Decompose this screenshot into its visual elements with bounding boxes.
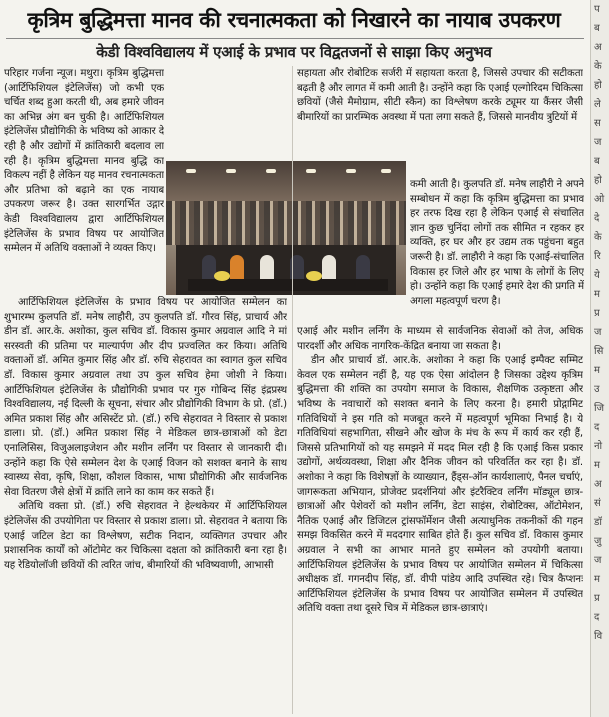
column-1-top [4, 67, 164, 320]
edge-fragment: के [594, 61, 602, 72]
flower-bouquet [306, 271, 322, 281]
edge-fragment: जि [594, 403, 605, 414]
edge-fragment: ओ [594, 194, 605, 205]
edge-fragment: द [594, 422, 600, 433]
column-2-bottom [297, 325, 583, 715]
edge-fragment: प्र [594, 593, 600, 604]
edge-fragment: ब [594, 23, 600, 34]
dais-table [188, 279, 388, 291]
edge-fragment: हो [594, 175, 602, 186]
edge-fragment: वि [594, 631, 603, 642]
edge-fragment: स [594, 118, 601, 129]
edge-fragment: अ [594, 479, 602, 490]
column-2-bottom-b: डीन और प्राचार्य डॉ. आर.के. अशोका ने कहा कि एआई इम्पैक्ट सम्मिट केवल एक सम्मेलन नहीं है, यह एक ऐसा आंदोलन है जिसका उद्देश्य कृत्रिम बुद्धिमत्ता की शक्ति का उपयोग समाज के विकास, शैक्षणिक उत्कृष्टता और भविष्य के नवाचारों को सशक्त बनाने के लिए करना है। हमारी प्रोद्गामिट गतिविधियों ने इस गति को मजबूत करने में महत्वपूर्ण भूमिका निभाई है। ये गतिविधियां सहभागिता, सीखने और खोज के मंच के रूप में कार्य कर रही हैं, जिससे प्रतिभागियों को यह समझने में मदद मिल रही है कि एआई किस प्रकार उद्योगों, अर्थव्यवस्था, शिक्षा और दैनिक जीवन को परिवर्तित कर रहा है। डॉ. अशोका ने कहा कि विशेषज्ञों के व्याख्यान, हैंड्स-ऑन कार्यशालाएं, पैनल चर्चाएं, जागरूकता अभियान, प्रोजेक्ट प्रदर्शनियां और इंटरैक्टिव लर्निंग मॉड्यूल छात्र-छात्राओं और पेशेवरों को मशीन लर्निंग, डेटा साइंस, रोबोटिक्स, ऑटोमेशन, नैतिक एआई और डिजिटल ट्रांसफॉर्मेशन जैसी अत्याधुनिक तकनीकों की गहन समझ विकसित करने में मददगार साबित होते हैं। कुल सचिव डॉ. विकास कुमार अग्रवाल ने सभी का आभार मानते हुए सम्मेलन को उपयोगी बताया। आर्टिफिशियल इंटेलिजेंस के प्रभाव विषय पर आयोजित सम्मेलन में चिकित्सा अधीक्षक डॉ. गगनदीप सिंह, डॉ. वीपी पांडेय आदि उपस्थित रहे। चित्र कैप्शनः आर्टिफिशियल इंटेलिजेंस के प्रभाव विषय पर आयोजित सम्मेलन में उपस्थित अतिथि वक्ता तथा दूसरे चित्र में मेडिकल छात्र-छात्राएं। [297, 355, 583, 615]
ceiling-light [266, 169, 276, 173]
edge-fragment: ज [594, 327, 602, 338]
column-2-bottom-a: एआई और मशीन लर्निंग के माध्यम से सार्वजनिक सेवाओं को तेज, अधिक पारदर्शी और अधिक नागरिक-केंद्रित बनाया जा सकता है। [297, 326, 583, 352]
column-2-right-of-photo [410, 178, 584, 324]
edge-fragment: डॉ [594, 517, 602, 528]
edge-fragment: प्र [594, 308, 600, 319]
column-1-bottom-text: अतिथि वक्ता प्रो. (डॉ.) रुचि सेहरावत ने हेल्थकेयर में आर्टिफिशियल इंटेलिजेंस की उपयोगिता पर विस्तार से प्रकाश डाला। प्रो. सेहरावत ने बताया कि एआई जटिल डेटा का विश्लेषण, सटीक निदान, व्यक्तिगत उपचार और प्रशासनिक कार्यों को ऑटोमेट कर चिकित्सा दक्षता को क्रांतिकारी बना रहा है। यह रेडियोलॉजी छवियों की त्वरित जांच, बीमारियों की भविष्यवाणी, आभासी [4, 501, 287, 571]
edge-fragment: नो [594, 441, 603, 452]
edge-fragment: म [594, 574, 600, 585]
edge-fragment: द [594, 612, 600, 623]
headline: कृत्रिम बुद्धिमत्ता मानव की रचनात्मकता को निखारने का नायाब उपकरण [27, 8, 561, 32]
column-2-right-text: कमी आती है। कुलपति डॉ. मनेष लाहौरी ने अपने सम्बोधन में कहा कि कृत्रिम बुद्धिमत्ता का प्रभाव हर तरफ दिख रहा है लेकिन एआई से संचालित ज्ञान कुछ चुनिंदा लोगों तक सीमित न रहकर हर व्यक्ति, हर घर और हर उद्यम तक पहुंचना बहुत जरूरी है। डॉ. लाहौरी ने कहा कि एआई-संचालित विकास हर जिले और हर भाषा के लोगों के लिए हो। उन्होंने कहा कि एआई हमारे देश की प्रगति में अगला महत्वपूर्ण चरण है। [410, 179, 584, 307]
headline-rule [6, 38, 584, 39]
edge-fragment: के [594, 232, 602, 243]
ceiling-light [186, 169, 196, 173]
column-2-top-text: सहायता और रोबोटिक सर्जरी में सहायता करता है, जिससे उपचार की सटीकता बढ़ती है और लागत में कमी आती है। उन्होंने कहा कि एआई एल्गोरिदम चिकित्सा छवियों (जैसे मैमोग्राम, सीटी स्कैन) का विश्लेषण करके ट्यूमर या कैंसर जैसी बीमारियों का प्रारम्भिक अवस्था में पता लगा सकते हैं, जिससे मानवीय त्रुटियों में [297, 68, 583, 123]
column-divider [292, 66, 293, 714]
edge-fragment: ब [594, 156, 600, 167]
edge-fragment: सं [594, 498, 601, 509]
edge-fragment: ज [594, 555, 602, 566]
edge-fragment: हो [594, 80, 602, 91]
edge-fragment: दे [594, 213, 600, 224]
adjacent-column-edge [590, 0, 609, 717]
edge-fragment: ये [594, 270, 600, 281]
ceiling-light [226, 169, 236, 173]
column-2-top [297, 67, 583, 177]
edge-fragment: ज [594, 137, 602, 148]
edge-fragment: उ [594, 384, 600, 395]
edge-fragment: म [594, 289, 600, 300]
column-1-mid-text: आर्टिफिशियल इंटेलिजेंस के प्रभाव विषय पर आयोजित सम्मेलन का शुभारम्भ कुलपति डॉ. मनेष लाहौरी, उप कुलपति डॉ. गौरव सिंह, प्राचार्य और डीन डॉ. आर.के. अशोका, कुल सचिव डॉ. विकास कुमार अग्रवाल आदि ने मां सरस्वती की प्रतिमा पर माल्यार्पण और दीप प्रज्वलित कर किया। अतिथि वक्ताओं डॉ. अमित कुमार सिंह और डॉ. रुचि सेहरावत का स्वागत कुल सचिव डॉ. विकास कुमार अग्रवाल तथा उप कुल सचिव हेमा जोशी ने किया। आर्टिफिशियल इंटेलिजेंस के प्रौद्योगिकी प्रभाव पर गुरु गोबिन्द सिंह इंद्रप्रस्थ विश्वविद्यालय, नई दिल्ली के सूचना, संचार और प्रौद्योगिकी विभाग के प्रो. (डॉ.) अमित प्रकाश सिंह और असिस्टेंट प्रो. (डॉ.) रुचि सेहरावत ने विस्तार से प्रकाश डाला। प्रो. (डॉ.) अमित प्रकाश सिंह ने मेडिकल छात्र-छात्राओं को डेटा एनालिसिस, विजुअलाइजेशन और मशीन लर्निंग पर विस्तार से जानकारी दी। उन्होंने कहा कि ऐसे सम्मेलन देश के एआई विजन को सशक्त बनाने के साथ स्वास्थ्य सेवा, कृषि, शिक्षा, कौशल विकास, भाषा प्रौद्योगिकी और सार्वजनिक सेवा वितरण जैसे क्षेत्रों में क्रांति लाने का काम कर सकते हैं। [4, 297, 287, 498]
edge-fragment: रि [594, 251, 601, 262]
audience-rows [166, 201, 406, 245]
column-1-top-text: परिहार गर्जना न्यूज। मथुरा। कृत्रिम बुद्धिमत्ता (आर्टिफिशियल इंटेलिजेंस) जो कभी एक चर्चित शब्द हुआ करती थी, अब हमारे जीवन का अभिन्न अंग बन चुकी है। आर्टिफिशियल इंटेलिजेंस प्रौद्योगिकी के भविष्य को आकार दे रही है और उद्योगों में क्रांतिकारी बदलाव ला रही है। कृत्रिम बुद्धिमत्ता मानव बुद्धि का विकल्प नहीं है लेकिन यह मानव रचनात्मकता और प्रतिभा को बढ़ाने का एक नायाब उपकरण जरूर है। उक्त सारगर्भित उद्गार केडी विश्वविद्यालय द्वारा आर्टिफिशियल इंटेलिजेंस के प्रभाव विषय पर आयोजित सम्मेलन में अतिथि वक्ताओं ने व्यक्त किए। [4, 68, 164, 255]
edge-fragment: ले [594, 99, 601, 110]
edge-fragment: अ [594, 42, 602, 53]
edge-fragment: म [594, 365, 600, 376]
edge-fragment: म [594, 460, 600, 471]
flower-bouquet [214, 271, 230, 281]
edge-fragment: प [594, 4, 600, 15]
edge-fragment: सि [594, 346, 604, 357]
subheadline: केडी विश्वविद्यालय में एआई के प्रभाव पर विद्वतजनों से साझा किए अनुभव [96, 43, 492, 61]
column-1-bottom [4, 296, 287, 716]
edge-fragment: जु [594, 536, 602, 547]
event-photo [166, 161, 406, 295]
